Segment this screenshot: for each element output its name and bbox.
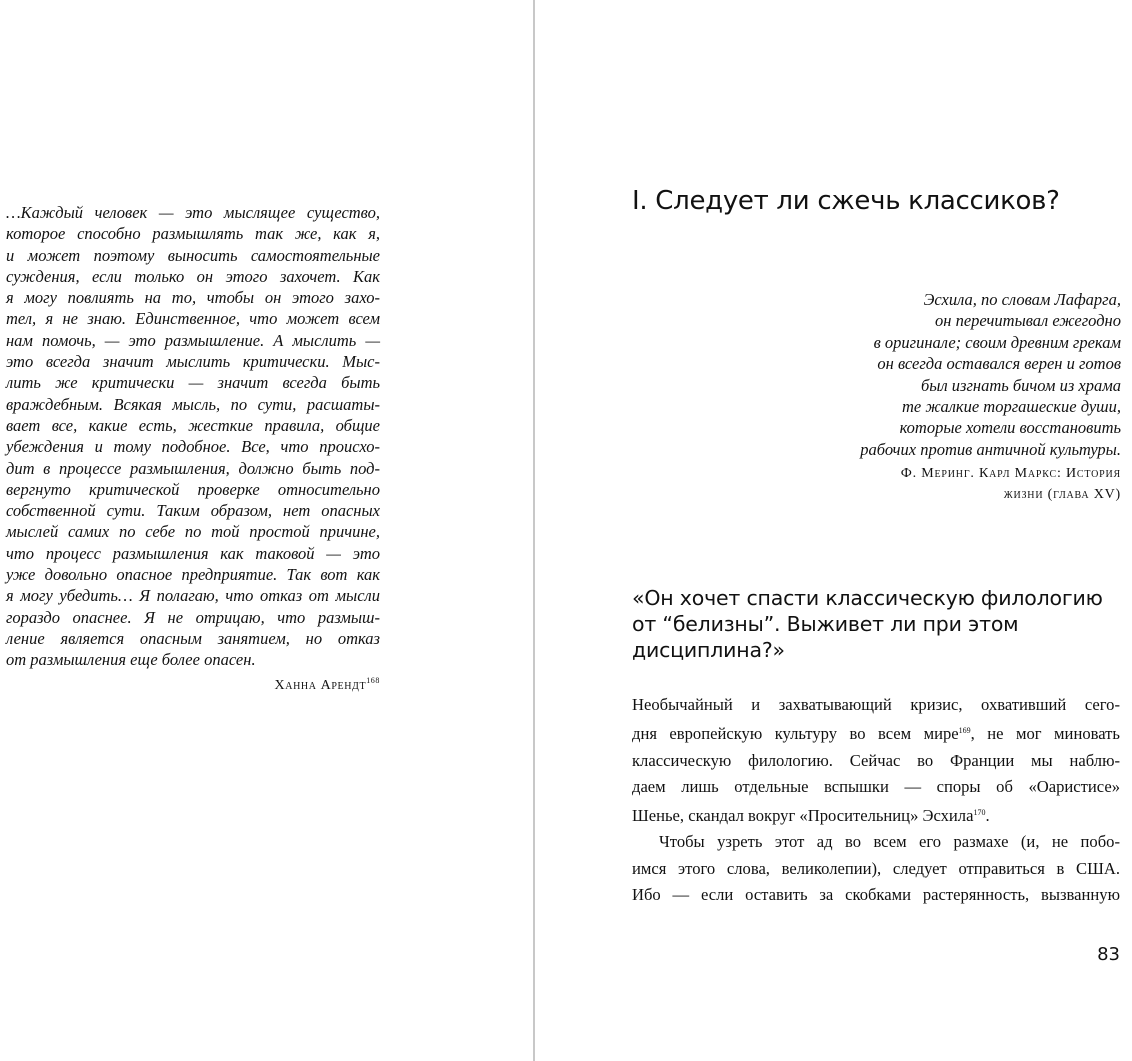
left-page (0, 0, 533, 1061)
epigraph-line: которые хотели восстановить (899, 418, 1121, 438)
epigraph-line: …Каждый человек — это мыслящее существо, (6, 203, 380, 222)
body-text-fragment: дня европейскую культуру во всем мире (632, 724, 959, 744)
epigraph-line: вергнуто критической проверке относительно (6, 479, 380, 499)
body-line: даем лишь отдельные вспышки — споры об «Оаристисе» (632, 776, 1120, 796)
epigraph-line: убеждения и тому подобное. Все, что происхо- (6, 437, 380, 457)
body-line: Ибо — если оставить за скобками растерянность, вызванную (632, 885, 1120, 905)
epigraph-line: это всегда значит мыслить критически. Мыс- (6, 352, 380, 372)
footnote-ref[interactable]: 170 (973, 808, 986, 818)
epigraph-line: я могу убедить… Я полагаю, что отказ от мысли (6, 586, 380, 606)
epigraph-line: которое способно размышлять так же, как я, (6, 224, 380, 244)
page-number: 83 (1097, 944, 1120, 965)
epigraph-line: суждения, если только он этого захочет. Как (6, 266, 380, 286)
attribution-author: Ханна Арендт (274, 677, 367, 693)
epigraph-line: уже довольно опасное предприятие. Так вот как (6, 565, 380, 585)
section-heading-line: от “белизны”. Выживет ли при этом (632, 612, 1019, 636)
epigraph-line: в оригинале; своим древним грекам (873, 332, 1121, 352)
body-text-fragment: Шенье, скандал вокруг «Просительниц» Эсхила (632, 806, 974, 826)
body-text-fragment: . (985, 806, 990, 826)
body-line: Чтобы узреть этот ад во всем его размахе (и, не побо- (659, 832, 1120, 852)
epigraph-line: те жалкие торгашеские души, (901, 397, 1121, 417)
epigraph-line: гораздо опаснее. Я не отрицаю, что размыш- (6, 607, 380, 627)
epigraph-line: от размышления еще более опасен. (6, 650, 256, 670)
section-heading-line: дисциплина?» (632, 638, 785, 662)
epigraph-line: он перечитывал ежегодно (935, 311, 1121, 331)
body-text (632, 692, 1120, 908)
epigraph-attribution-line: Ф. Меринг. Карл Маркс: История (900, 466, 1121, 482)
body-line: Необычайный и захватывающий кризис, охвативший сего- (632, 695, 1120, 714)
mehring-epigraph (701, 289, 1121, 505)
chapter-title: I. Следует ли сжечь классиков? (632, 186, 1060, 216)
epigraph-line: лить же критически — значит всегда быть (6, 373, 380, 393)
epigraph-line: враждебным. Всякая мысль, по сути, расшаты- (6, 394, 380, 414)
section-heading (632, 585, 1102, 663)
section-heading-line: «Он хочет спасти классическую филологию (632, 586, 1103, 610)
footnote-ref[interactable]: 168 (366, 675, 380, 685)
arendt-epigraph (6, 202, 380, 694)
epigraph-line: мыслей самих по себе по той простой причине, (6, 522, 380, 542)
epigraph-line: он всегда оставался верен и готов (877, 354, 1121, 374)
epigraph-line: тел, я не знаю. Единственное, что может всем (6, 309, 380, 329)
epigraph-line: и может поэтому выносить самостоятельные (6, 245, 380, 265)
epigraph-line: рабочих против античной культуры. (860, 439, 1121, 459)
body-line (632, 800, 1120, 829)
body-line: имся этого слова, великолепии), следует отправиться в США. (632, 858, 1120, 878)
epigraph-attribution-line: жизни (глава XV) (1003, 486, 1121, 502)
epigraph-line: был изгнать бичом из храма (920, 375, 1121, 395)
epigraph-line: Эсхила, по словам Лафарга, (923, 290, 1121, 309)
epigraph-attribution (6, 676, 380, 694)
body-text-fragment: , не мог миновать (970, 724, 1120, 744)
epigraph-line: ление является опасным занятием, но отказ (6, 628, 380, 648)
epigraph-line: я могу повлиять на то, чтобы он этого захо- (6, 288, 380, 308)
epigraph-line: нам помочь, — это размышление. А мыслить — (6, 330, 380, 350)
epigraph-line: вает все, какие есть, жесткие правила, общие (6, 415, 380, 435)
epigraph-line: собственной сути. Таким образом, нет опасных (6, 501, 380, 521)
epigraph-line: дит в процессе размышления, должно быть под- (6, 458, 380, 478)
epigraph-line: что процесс размышления как таковой — это (6, 543, 380, 563)
right-page (535, 0, 1132, 1061)
body-line (632, 718, 1120, 747)
footnote-ref[interactable]: 169 (958, 726, 971, 736)
body-line: классическую филологию. Сейчас во Франции мы наблю- (632, 750, 1120, 770)
